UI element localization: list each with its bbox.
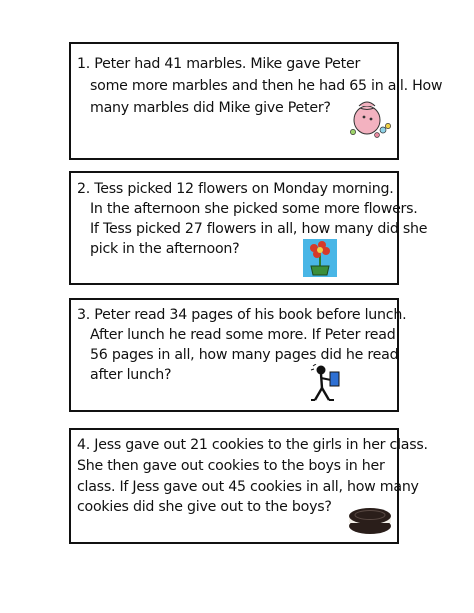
problem-3-line-2: After lunch he read some more. If Peter read <box>90 327 396 343</box>
problem-1-line-2: some more marbles and then he had 65 in all. How <box>90 78 443 94</box>
problem-2-line-3: If Tess picked 27 flowers in all, how many did she <box>90 221 428 237</box>
cookie-icon <box>347 502 393 536</box>
problem-4-line-1: 4. Jess gave out 21 cookies to the girls in her class. <box>77 437 428 453</box>
marble-bag-icon <box>347 94 393 138</box>
problem-3-line-3: 56 pages in all, how many pages did he read <box>90 347 399 363</box>
problem-1-line-3: many marbles did Mike give Peter? <box>90 100 331 116</box>
problem-4-line-4: cookies did she give out to the boys? <box>77 499 332 515</box>
reading-figure-icon <box>309 364 345 404</box>
problem-1-line-1: 1. Peter had 41 marbles. Mike gave Peter <box>77 56 361 72</box>
problem-2-line-2: In the afternoon she picked some more flowers. <box>90 201 418 217</box>
problem-card-1 <box>69 42 443 160</box>
problem-3-line-4: after lunch? <box>90 367 172 383</box>
flower-pot-icon <box>303 239 337 277</box>
problem-3-line-1: 3. Peter read 34 pages of his book before lunch. <box>77 307 407 323</box>
problem-card-3 <box>69 298 407 412</box>
problem-4-line-2: She then gave out cookies to the boys in her <box>77 458 385 474</box>
problem-2-line-1: 2. Tess picked 12 flowers on Monday morning. <box>77 181 394 197</box>
problem-card-2 <box>69 171 428 285</box>
problem-4-line-3: class. If Jess gave out 45 cookies in all, how many <box>77 479 419 495</box>
problem-2-line-4: pick in the afternoon? <box>90 241 240 257</box>
problem-card-4 <box>69 428 428 544</box>
